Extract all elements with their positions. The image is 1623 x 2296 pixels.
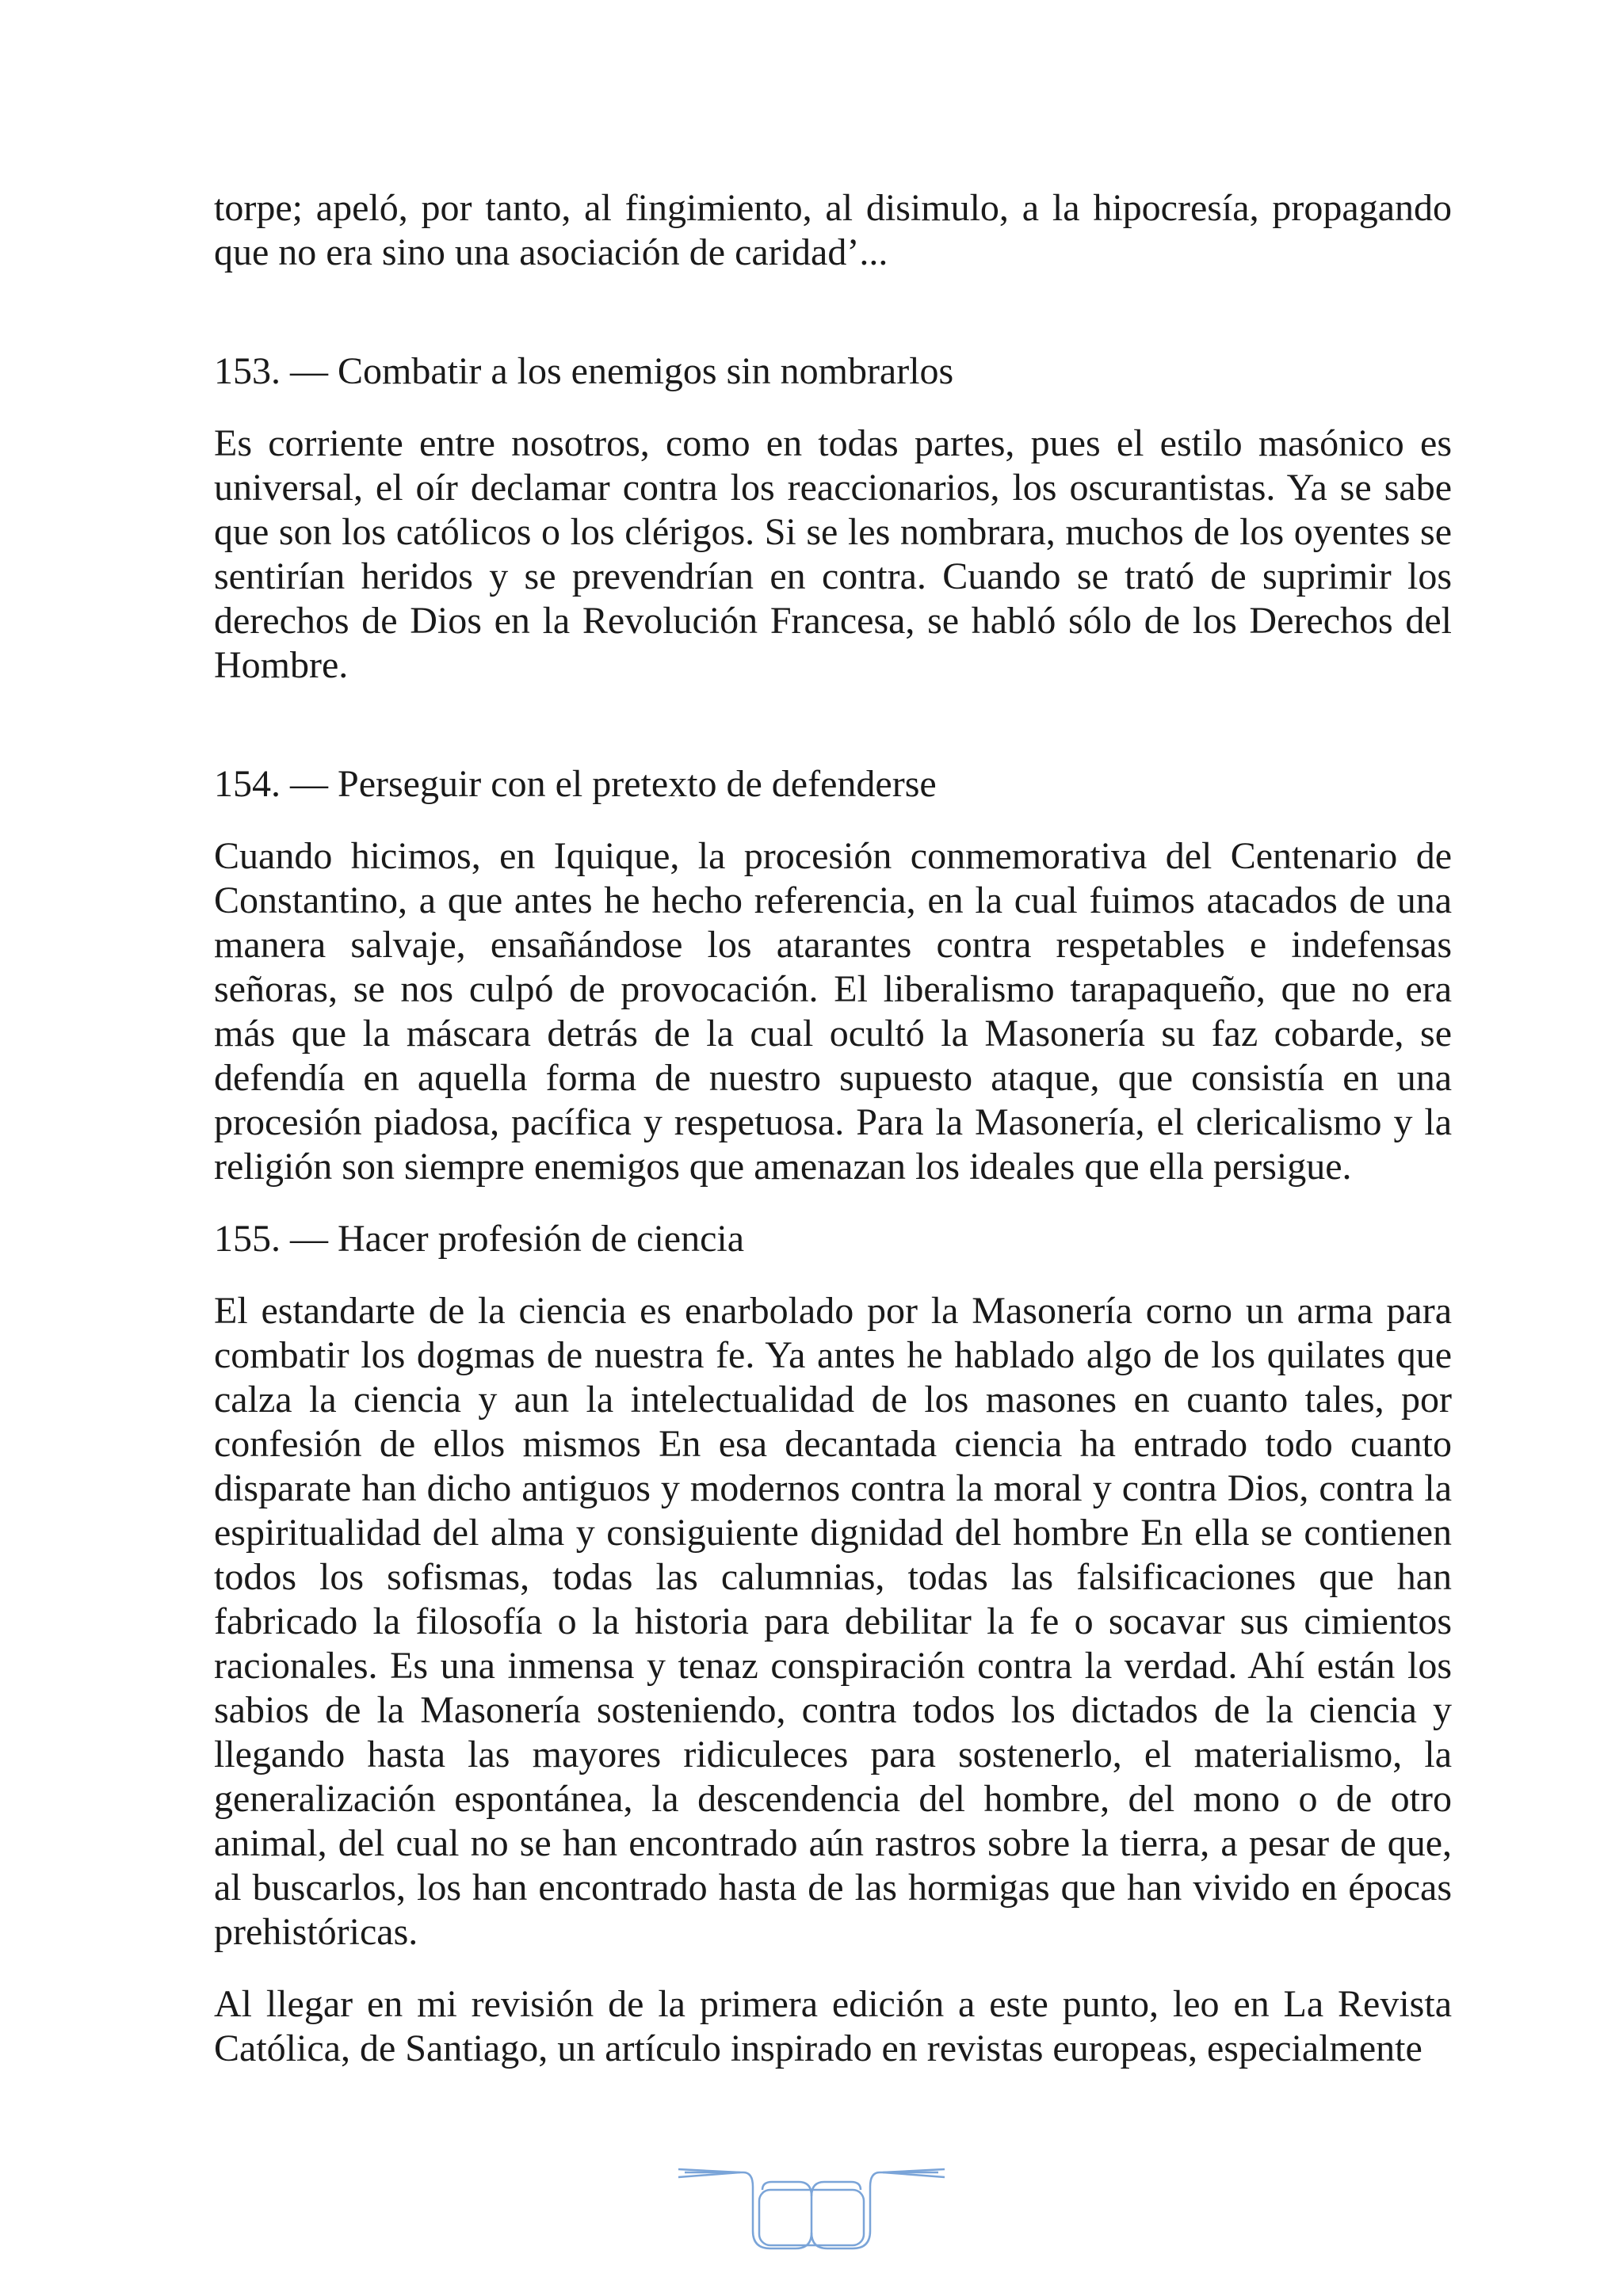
paragraph-154: Cuando hicimos, en Iquique, la procesión conmemorativa del Centenario de Constantino, a que antes he hecho referencia, en la cual fuimos atacados de una manera salvaje, ensañándose los atarantes contra respetables e indefensas señoras, se nos culpó de provocación. El liberalismo tarapaqueño, que no era más que la máscara detrás de la cual ocultó la Masonería su faz cobarde, se defendía en aquella forma de nuestro supuesto ataque, que consistía en una procesión piadosa, pacífica y respetuosa. Para la Masonería, el clericalismo y la religión son siempre enemigos que amenazan los ideales que ella persigue. — [214, 835, 1452, 1188]
paragraph-continuation: torpe; apeló, por tanto, al fingimiento, al disimulo, a la hipocresía, propagando que no era sino una asociación de caridad’... — [214, 187, 1452, 273]
paragraph-revista: Al llegar en mi revisión de la primera edición a este punto, leo en La Revista Católica, de Santiago, un artículo inspirado en revistas europeas, especialmente — [214, 1983, 1452, 2069]
document-page — [214, 186, 1452, 2071]
page-number-ornament-icon — [677, 2155, 946, 2258]
paragraph-153: Es corriente entre nosotros, como en todas partes, pues el estilo masónico es universal, el oír declamar contra los reaccionarios, los oscurantistas. Ya se sabe que son los católicos o los clérigos. Si se les nombrara, muchos de los oyentes se sentirían heridos y se prevendrían en contra. Cuando se trató de suprimir los derechos de Dios en la Revolución Francesa, se habló sólo de los Derechos del Hombre. — [214, 422, 1452, 686]
paragraph-155: El estandarte de la ciencia es enarbolado por la Masonería corno un arma para combatir los dogmas de nuestra fe. Ya antes he hablado algo de los quilates que calza la ciencia y aun la intelectualidad de los masones en cuanto tales, por confesión de ellos mismos En esa decantada ciencia ha entrado todo cuanto disparate han dicho antiguos y modernos contra la moral y contra Dios, contra la espiritualidad del alma y consiguiente dignidad del hombre En ella se contienen todos los sofismas, todas las calumnias, todas las falsificaciones que han fabricado la filosofía o la historia para debilitar la fe o socavar sus cimientos racionales. Es una inmensa y tenaz conspiración contra la verdad. Ahí están los sabios de la Masonería sosteniendo, contra todos los dictados de la ciencia y llegando hasta las mayores ridiculeces para sostenerlo, el materialismo, la generalización espontánea, la descendencia del hombre, del mono o de otro animal, del cual no se han encontrado aún rastros sobre la tierra, a pesar de que, al buscarlos, los han encontrado hasta de las hormigas que han vivido en épocas prehistóricas. — [214, 1290, 1452, 1953]
section-heading-154: 154. — Perseguir con el pretexto de defenderse — [214, 763, 937, 805]
section-heading-153: 153. — Combatir a los enemigos sin nombrarlos — [214, 350, 954, 392]
section-heading-155: 155. — Hacer profesión de ciencia — [214, 1218, 745, 1260]
